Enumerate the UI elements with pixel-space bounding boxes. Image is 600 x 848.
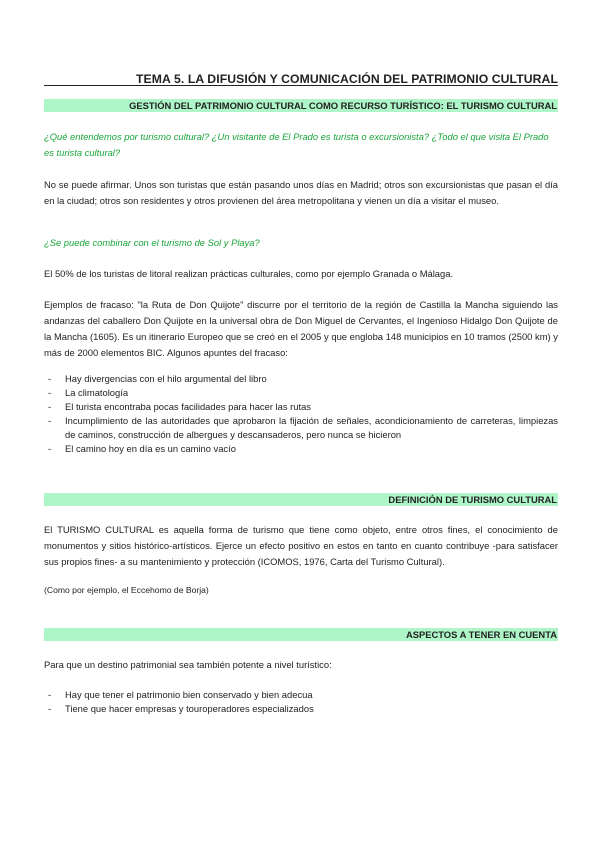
list-item: - La climatología: [48, 387, 129, 398]
bullet-dash: -: [48, 703, 52, 714]
list-item: - El camino hoy en día es un camino vacío: [48, 443, 236, 454]
question-sol-y-playa: ¿Se puede combinar con el turismo de Sol y Playa?: [44, 237, 260, 248]
bullet-dash: -: [48, 415, 52, 426]
section-band-aspectos: ASPECTOS A TENER EN CUENTA: [44, 628, 558, 641]
example-note: (Como por ejemplo, el Eccehomo de Borja): [44, 585, 209, 595]
answer-paragraph-prado: No se puede afirmar. Unos son turistas que están pasando unos días en Madrid; otros son excursionistas que pasan el día en la ciudad; otros son residentes y otros provienen del área metropolitana y vienen un día a visitar el museo.: [44, 179, 558, 206]
section-band-definicion: DEFINICIÓN DE TURISMO CULTURAL: [44, 493, 558, 506]
list-item: - Hay que tener el patrimonio bien conservado y bien adecua: [48, 689, 313, 700]
bullet-dash: -: [48, 401, 52, 412]
definition-paragraph: El TURISMO CULTURAL es aquella forma de turismo que tiene como objeto, entre otros fines, el conocimiento de monumentos y sitios histórico-artísticos. Ejerce un efecto positivo en estos en tanto en cuanto contribuye -para satisfacer sus propios fines- a su mantenimiento y protección (ICOMOS, 1976, Carta del Turismo Cultural).: [44, 524, 558, 567]
page-title: TEMA 5. LA DIFUSIÓN Y COMUNICACIÓN DEL PATRIMONIO CULTURAL: [136, 72, 558, 86]
bullet-dash: -: [48, 387, 52, 398]
list-item: - Hay divergencias con el hilo argumental del libro: [48, 373, 267, 384]
list-item: - Tiene que hacer empresas y touroperadores especializados: [48, 703, 314, 714]
bullet-dash: -: [48, 373, 52, 384]
failure-bullet-list: [44, 372, 558, 456]
bullet-dash: -: [48, 443, 52, 454]
example-paragraph-quijote: Ejemplos de fracaso: "la Ruta de Don Quijote" discurre por el territorio de la región de Castilla la Mancha siguiendo las andanzas del caballero Don Quijote en la universal obra de Don Miguel de Cervantes, el Ingenioso Hidalgo Don Quijote de la Mancha (1605). Es un itinerario Europeo que se creó en el 2005 y que engloba 148 municipios en 10 tramos (2500 km) y más de 2000 elementos BIC. Algunos apuntes del fracaso:: [44, 299, 558, 358]
intro-paragraph-destino: Para que un destino patrimonial sea también potente a nivel turístico:: [44, 659, 332, 670]
bullet-dash: -: [48, 689, 52, 700]
list-item: - Incumplimiento de las autoridades que aprobaron la fijación de señales, acondicionamiento de carreteras, limpiezas de caminos, construcción de albergues y descansaderos, pero nunca se hicieron: [48, 415, 558, 440]
section-band-gestion: GESTIÓN DEL PATRIMONIO CULTURAL COMO RECURSO TURÍSTICO: EL TURISMO CULTURAL: [44, 99, 558, 112]
answer-paragraph-litoral: El 50% de los turistas de litoral realizan prácticas culturales, como por ejemplo Granada o Málaga.: [44, 268, 454, 279]
list-item: - El turista encontraba pocas facilidades para hacer las rutas: [48, 401, 311, 412]
aspects-bullet-list: [44, 688, 558, 716]
question-turismo-cultural: ¿Qué entendemos por turismo cultural? ¿Un visitante de El Prado es turista o excursionista? ¿Todo el que visita El Prado es turista cultural?: [44, 131, 549, 158]
